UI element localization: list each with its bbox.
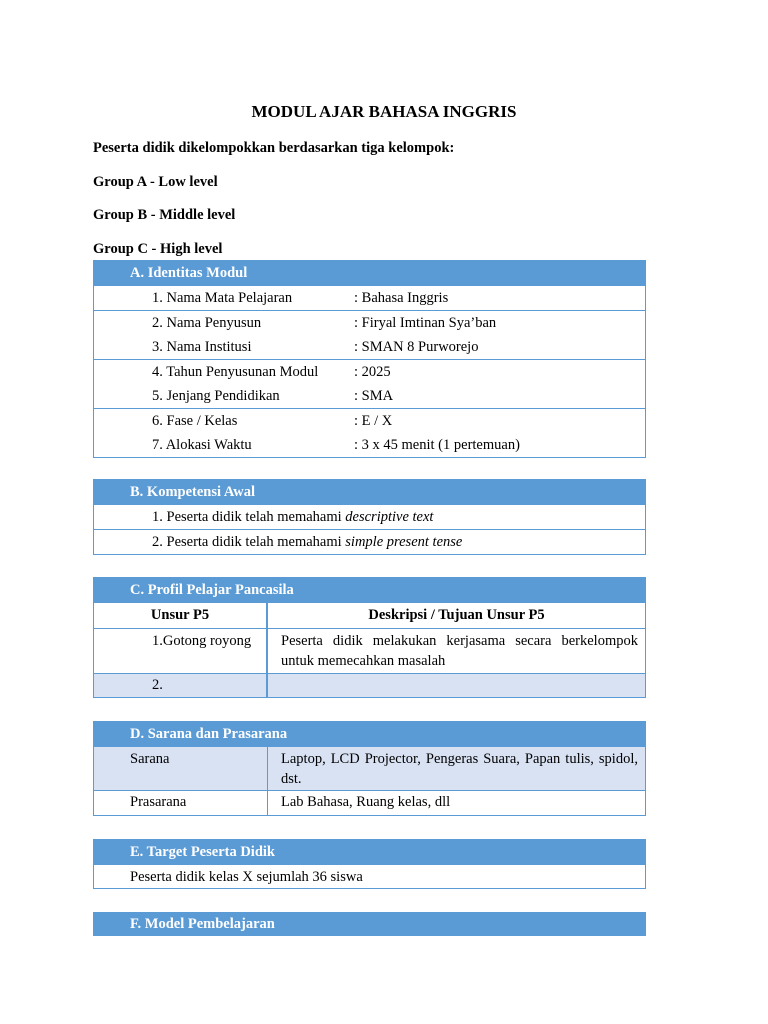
identitas-label: 3. Nama Institusi <box>152 339 252 355</box>
p5-unsur: 1.Gotong royong <box>94 629 268 673</box>
p5-col-unsur: Unsur P5 <box>94 603 268 628</box>
identitas-value: : 2025 <box>354 364 391 380</box>
section-c-header: C. Profil Pelajar Pancasila <box>94 578 645 602</box>
identitas-value: : 3 x 45 menit (1 pertemuan) <box>354 437 520 453</box>
section-kompetensi-awal <box>93 479 646 555</box>
identitas-value: : SMAN 8 Purworejo <box>354 339 479 355</box>
p5-unsur: 2. <box>94 674 268 697</box>
identitas-value: : Firyal Imtinan Sya’ban <box>354 315 497 331</box>
section-e-header: E. Target Peserta Didik <box>94 840 645 864</box>
p5-deskripsi: Peserta didik melakukan kerjasama secara berkelompok untuk memecahkan masalah <box>281 633 638 669</box>
section-f-header: F. Model Pembelajaran <box>94 913 645 935</box>
prasarana-value: Lab Bahasa, Ruang kelas, dll <box>281 794 451 810</box>
identitas-row-group <box>94 285 645 310</box>
section-b-header: B. Kompetensi Awal <box>94 480 645 504</box>
prasarana-row <box>94 790 645 815</box>
identitas-label: 5. Jenjang Pendidikan <box>152 388 280 404</box>
prasarana-label: Prasarana <box>94 791 268 815</box>
group-b-label: Group B - Middle level <box>93 207 236 223</box>
identitas-row-group <box>94 310 645 359</box>
identitas-item <box>94 409 645 433</box>
identitas-item <box>94 384 645 408</box>
p5-table-row <box>94 673 645 697</box>
identitas-item <box>94 311 645 335</box>
kompetensi-item <box>94 505 645 529</box>
sarana-value: Laptop, LCD Projector, Pengeras Suara, Papan tulis, spidol, dst. <box>281 751 638 787</box>
document-title: MODUL AJAR BAHASA INGGRIS <box>251 102 517 121</box>
p5-col-deskripsi: Deskripsi / Tujuan Unsur P5 <box>368 607 545 623</box>
group-c-label: Group C - High level <box>93 241 223 257</box>
intro-lead: Peserta didik dikelompokkan berdasarkan tiga kelompok: <box>93 140 455 156</box>
identitas-row-group <box>94 359 645 408</box>
sarana-row <box>94 746 645 790</box>
section-model-pembelajaran <box>93 912 646 936</box>
identitas-label: 1. Nama Mata Pelajaran <box>152 290 293 306</box>
identitas-value: : SMA <box>354 388 394 404</box>
p5-deskripsi <box>268 674 645 697</box>
identitas-label: 6. Fase / Kelas <box>152 413 238 429</box>
sarana-label: Sarana <box>94 747 268 790</box>
identitas-label: 2. Nama Penyusun <box>152 315 262 331</box>
section-sarana-prasarana <box>93 721 646 816</box>
kompetensi-row <box>94 504 645 529</box>
identitas-row-group <box>94 408 645 457</box>
section-profil-pancasila <box>93 577 646 698</box>
identitas-item <box>94 335 645 359</box>
kompetensi-item <box>94 530 645 554</box>
section-d-header: D. Sarana dan Prasarana <box>94 722 645 746</box>
kompetensi-text: 1. Peserta didik telah memahami <box>152 509 346 525</box>
kompetensi-row <box>94 529 645 554</box>
section-identitas-modul <box>93 260 646 458</box>
kompetensi-text: 2. Peserta didik telah memahami <box>152 534 346 550</box>
kompetensi-emphasis: simple present tense <box>345 534 463 550</box>
identitas-value: : E / X <box>354 413 393 429</box>
identitas-item <box>94 360 645 384</box>
target-text: Peserta didik kelas X sejumlah 36 siswa <box>94 864 645 888</box>
identitas-item <box>94 433 645 457</box>
identitas-label: 4. Tahun Penyusunan Modul <box>152 364 319 380</box>
p5-table-row <box>94 628 645 673</box>
section-target-peserta <box>93 839 646 889</box>
section-a-header: A. Identitas Modul <box>94 261 645 285</box>
identitas-item <box>94 286 645 310</box>
kompetensi-emphasis: descriptive text <box>345 509 434 525</box>
p5-table-header <box>94 602 645 628</box>
identitas-value: : Bahasa Inggris <box>354 290 449 306</box>
identitas-label: 7. Alokasi Waktu <box>152 437 252 453</box>
group-a-label: Group A - Low level <box>93 174 218 190</box>
